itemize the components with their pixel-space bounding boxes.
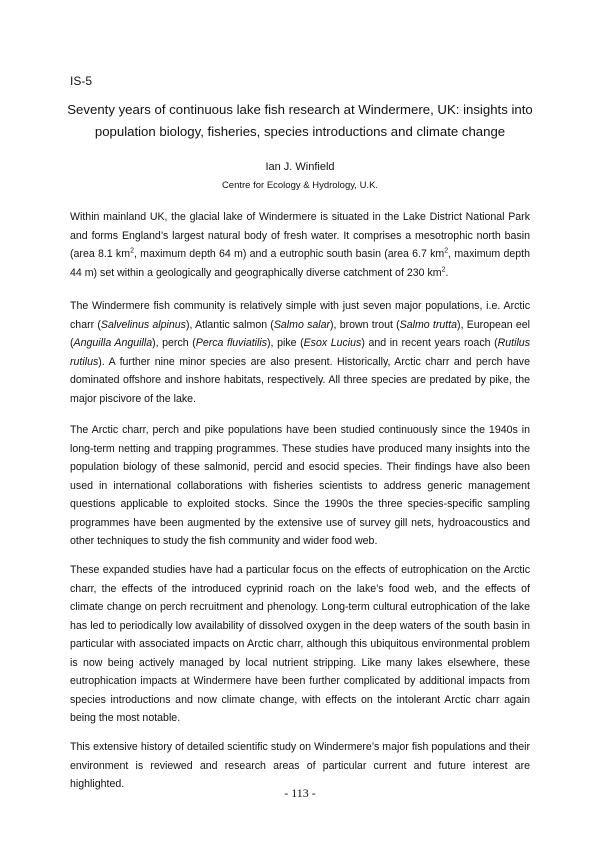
paragraph-3: The Arctic charr, perch and pike populations have been studied continuously since the 1940s in long-term netting and trapping programmes. These studies have produced many insights into the population biology of these salmonid, percid and esocid species. Their findings have also been used in international collaborations with fisheries scientists to address generic management questions applicable to exploited stocks. Since the 1990s the three species-specific sampling programmes have been augmented by the extensive use of survey gill nets, hydroacoustics and other techniques to study the fish community and wider food web. — [70, 424, 530, 547]
paper-title: Seventy years of continuous lake fish research at Windermere, UK: insights into population biology, fisheries, species introductions and climate change — [67, 102, 533, 139]
paragraph-5: This extensive history of detailed scientific study on Windermere’s major fish populations and their environment is reviewed and research areas of particular current and future interest are highlighted. — [70, 741, 530, 790]
page-number: - 113 - — [284, 786, 316, 800]
paragraph-4: These expanded studies have had a particular focus on the effects of eutrophication on the Arctic charr, the effects of the introduced cyprinid roach on the lake’s food web, and the effects of climate change on perch recruitment and phenology. Long-term cultural eutrophication of the lake has led to periodically low availability of dissolved oxygen in the deep waters of the south basin in particular with associated impacts on Arctic charr, although this ubiquitous environmental problem is now being actively managed by local nutrient stripping. Like many lakes elsewhere, these eutrophication impacts at Windermere have been further complicated by additional impacts from species introductions and now climate change, with effects on the intolerant Arctic charr again being the most notable. — [70, 564, 530, 724]
species-name: Salmo salar — [273, 318, 331, 331]
abstract-code: IS-5 — [70, 74, 93, 88]
species-name: Anguilla Anguilla — [73, 337, 153, 349]
species-name: Salvelinus alpinus — [100, 318, 186, 331]
author-affiliation: Centre for Ecology & Hydrology, U.K. — [221, 180, 379, 191]
species-name: Rutilus rutilus — [70, 337, 530, 368]
author-name: Ian J. Winfield — [265, 161, 335, 173]
species-name: Perca fluviatilis — [195, 337, 268, 349]
species-name: Esox Lucius — [303, 337, 362, 349]
species-name: Salmo trutta — [399, 318, 458, 331]
paragraph-2: The Windermere fish community is relatively simple with just seven major populations, i.e. Arctic charr (Salvelinus alpinus), Atlantic salmon (Salmo salar), brown trout (Salmo trutta), European eel (Anguilla Anguilla), perch (Perca fluviatilis), pike (Esox Lucius) and in recent years roach (Rutilus rutilus). A further nine minor species are also present. Historically, Arctic charr and perch have dominated offshore and inshore habitats, respectively. All three species are predated by pike, the major piscivore of the lake. — [70, 300, 530, 405]
paragraph-1: Within mainland UK, the glacial lake of Windermere is situated in the Lake District National Park and forms England’s largest natural body of fresh water. It comprises a mesotrophic north basin (area 8.1 $km^2$, maximum depth 64 m) and a eutrophic south basin (area 6.7 $km^2$, maximum depth 44 m) set within a geologically and geographically diverse catchment of 230 $km^2$. — [70, 211, 531, 279]
